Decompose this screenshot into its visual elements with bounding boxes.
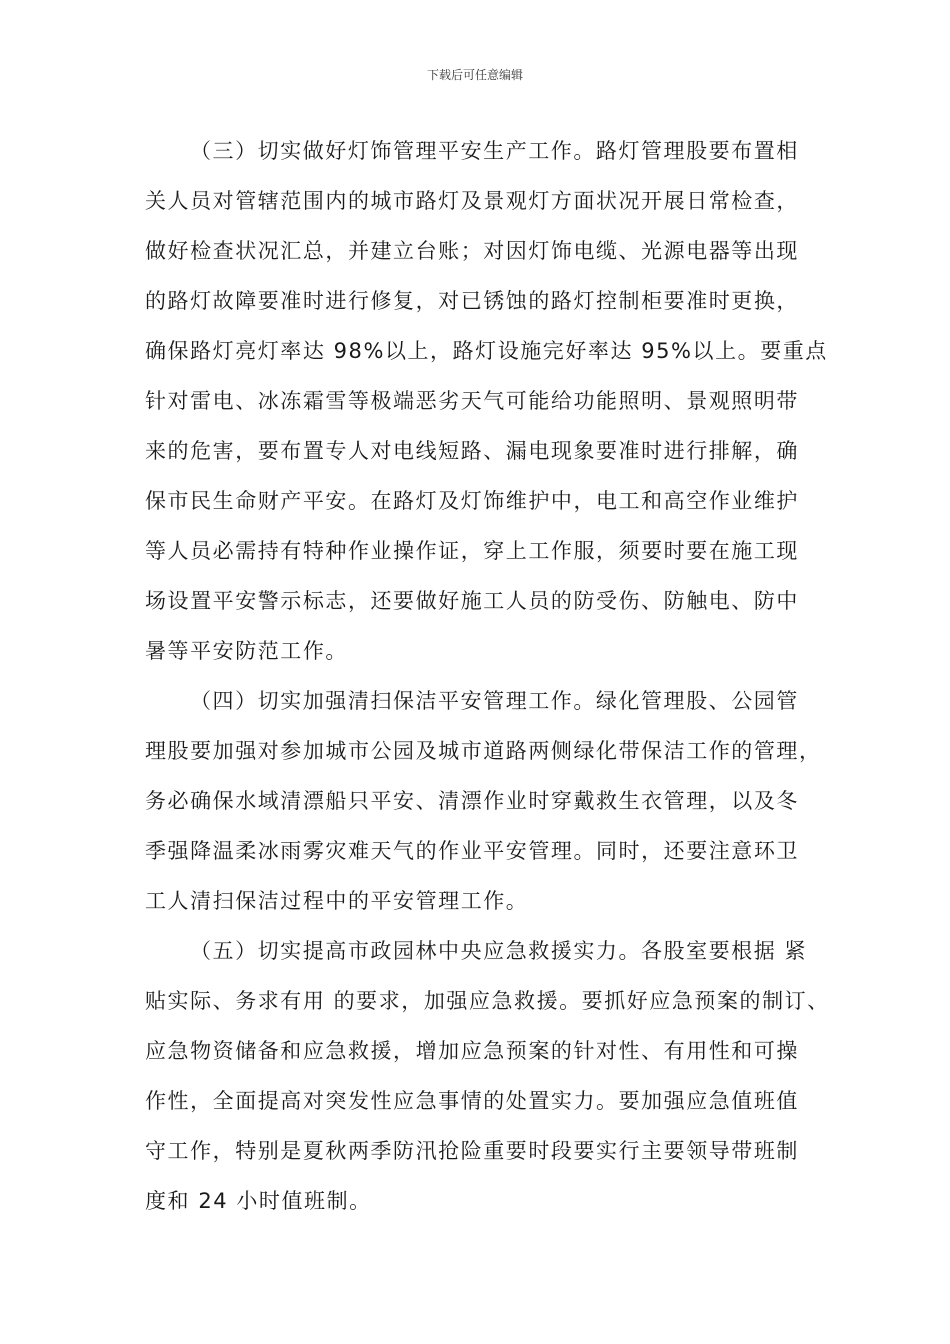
paragraph-4-line-4: 季强降温柔冰雨雾灾难天气的作业平安管理。同时，还要注意环卫 [145,839,799,863]
paragraph-4-line-3: 务必确保水域清漂船只平安、清漂作业时穿戴救生衣管理，以及冬 [145,789,799,813]
paragraph-3-line-7: 来的危害，要布置专人对电线短路、漏电现象要准时进行排解，确 [145,439,799,463]
paragraph-4-line-1: （四）切实加强清扫保洁平安管理工作。绿化管理股、公园管 [190,689,799,713]
paragraph-3-line-3: 做好检查状况汇总，并建立台账；对因灯饰电缆、光源电器等出现 [145,239,799,263]
paragraph-5-line-6: 度和 24 小时值班制。 [145,1189,372,1213]
header-note: 下载后可任意编辑 [426,68,523,82]
paragraph-5-line-5: 守工作，特别是夏秋两季防汛抢险重要时段要实行主要领导带班制 [145,1139,799,1163]
paragraph-3-line-5: 确保路灯亮灯率达 98%以上，路灯设施完好率达 95%以上。要重点 [145,339,828,363]
paragraph-3-line-9: 等人员必需持有特种作业操作证，穿上工作服，须要时要在施工现 [145,539,799,563]
paragraph-3-line-4: 的路灯故障要准时进行修复，对已锈蚀的路灯控制柜要准时更换， [145,289,799,313]
paragraph-5-line-2: 贴实际、务求有用 的要求，加强应急救援。要抓好应急预案的制订、 [145,989,830,1013]
paragraph-3-line-8: 保市民生命财产平安。在路灯及灯饰维护中，电工和高空作业维护 [145,489,799,513]
paragraph-4-line-2: 理股要加强对参加城市公园及城市道路两侧绿化带保洁工作的管理， [145,739,822,763]
paragraph-4-line-5: 工人清扫保洁过程中的平安管理工作。 [145,889,529,913]
paragraph-5-line-4: 作性，全面提高对突发性应急事情的处置实力。要加强应急值班值 [145,1089,799,1113]
paragraph-3-line-1: （三）切实做好灯饰管理平安生产工作。路灯管理股要布置相 [190,139,799,163]
paragraph-3-line-11: 暑等平安防范工作。 [145,639,348,663]
paragraph-5-line-1: （五）切实提高市政园林中央应急救援实力。各股室要根据 紧 [190,939,808,963]
paragraph-3-line-10: 场设置平安警示标志，还要做好施工人员的防受伤、防触电、防中 [145,589,799,613]
paragraph-3-line-2: 关人员对管辖范围内的城市路灯及景观灯方面状况开展日常检查， [145,189,799,213]
paragraph-3-line-6: 针对雷电、冰冻霜雪等极端恶劣天气可能给功能照明、景观照明带 [145,389,799,413]
paragraph-5-line-3: 应急物资储备和应急救援，增加应急预案的针对性、有用性和可操 [145,1039,799,1063]
